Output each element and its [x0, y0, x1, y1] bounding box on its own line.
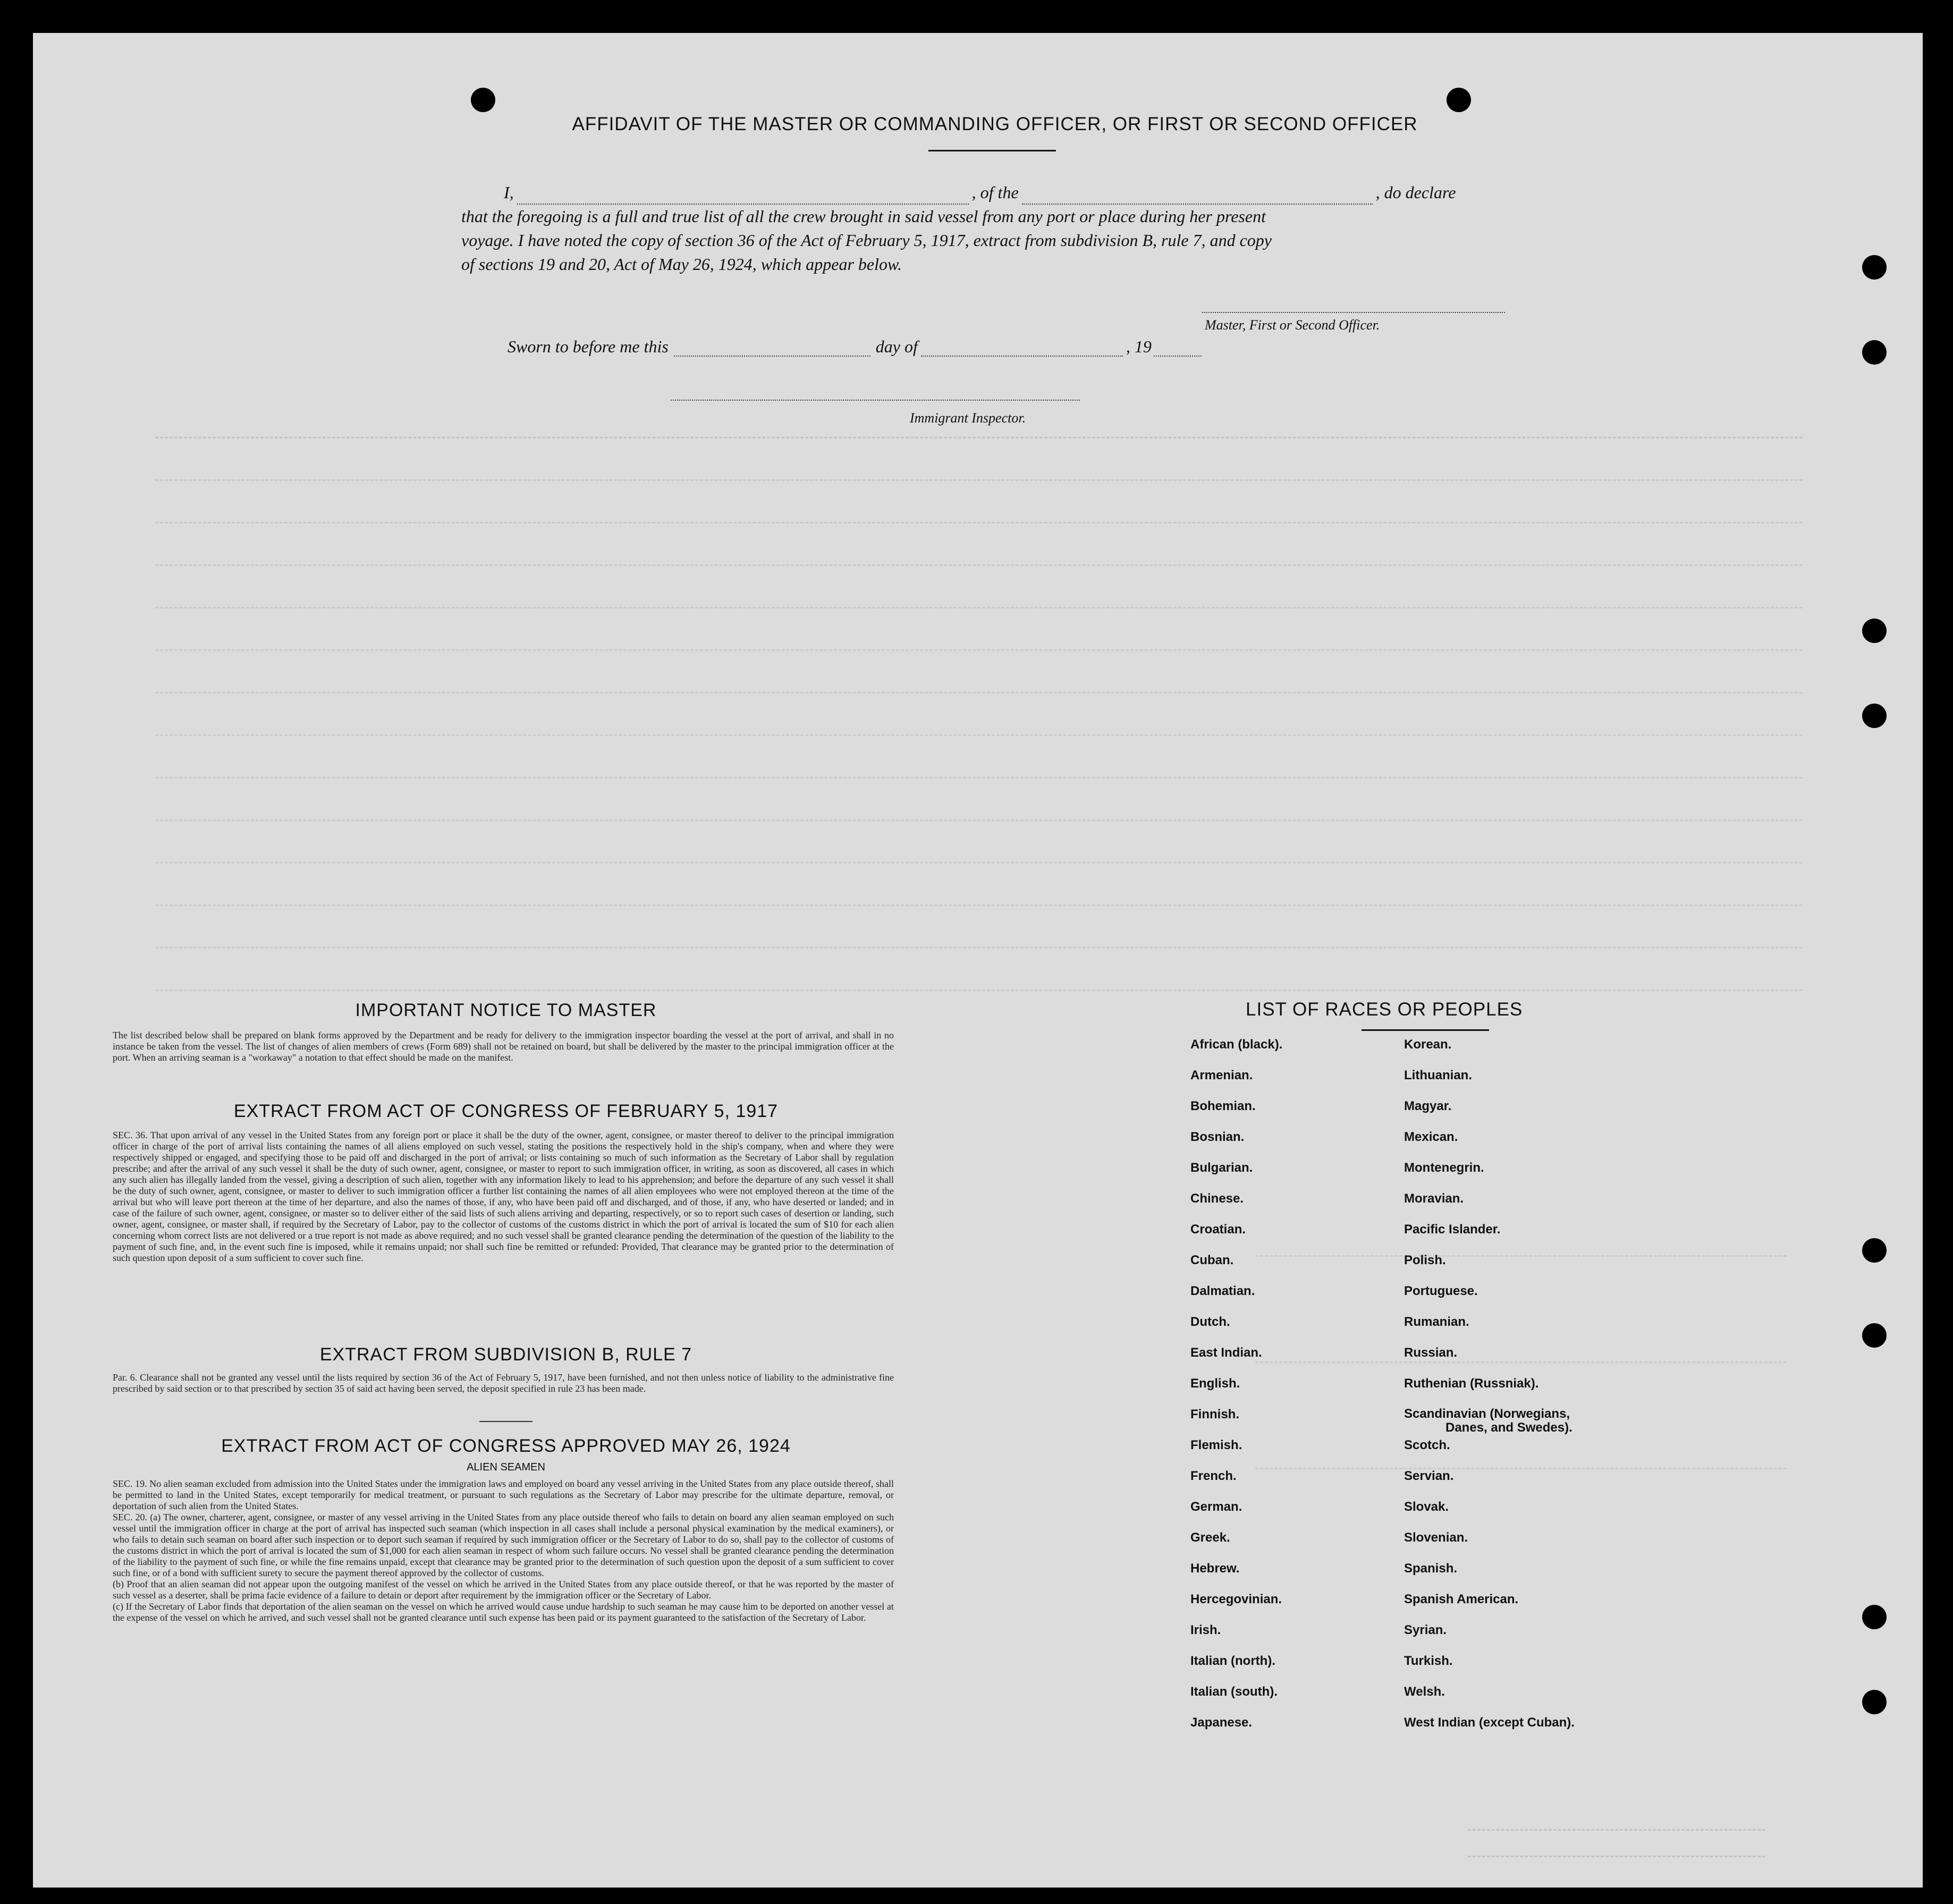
declarant-label: I, [504, 183, 514, 202]
race-item: Irish. [1190, 1623, 1221, 1637]
race-item: Dutch. [1190, 1315, 1230, 1329]
race-item: Lithuanian. [1404, 1068, 1472, 1082]
affidavit-rule [928, 150, 1056, 151]
race-item: Moravian. [1404, 1191, 1464, 1206]
race-item: Portuguese. [1404, 1284, 1478, 1298]
race-item: Italian (north). [1190, 1654, 1275, 1668]
race-item: Dalmatian. [1190, 1284, 1255, 1298]
affidavit-line-3: voyage. I have noted the copy of section 36 of the Act of February 5, 1917, extract from subdivision B, rule 7, and copy [461, 231, 1272, 250]
sworn-label: Sworn to before me this [508, 337, 669, 356]
punch-hole-right-7 [1862, 1605, 1887, 1629]
race-item: Chinese. [1190, 1191, 1244, 1206]
race-item: Ruthenian (Russniak). [1404, 1376, 1539, 1391]
master-signature-line[interactable] [1202, 312, 1505, 313]
race-item-continuation: Danes, and Swedes). [1445, 1420, 1572, 1435]
race-item: Armenian. [1190, 1068, 1253, 1082]
rule-7-divider [479, 1421, 532, 1422]
sworn-line [508, 337, 1202, 357]
race-item: Turkish. [1404, 1654, 1453, 1668]
race-item: Mexican. [1404, 1130, 1458, 1144]
race-item: Servian. [1404, 1469, 1454, 1483]
extract-1917-body: SEC. 36. That upon arrival of any vessel in the United States from any foreign port or place it shall be the duty of the owner, agent, consignee, or master thereof to deliver to the principal immigration officer in charge of the port of arrival lists containing the names of all aliens employed on such vessel, stating the positions the respectively hold in the ship's company, when and where they were respectively shipped or engaged, and specifying those to be paid off and discharged in the port of arrival; or lists containing so much of such information as the Secretary of Labor shall by regulation prescribe; and after the arrival of any such vessel it shall be the duty of such owner, agent, consignee, or master to report to such immigration officer, in writing, as soon as discovered, all cases in which any such alien has illegally landed from the vessel, giving a description of such alien, together with any information likely to lead to his apprehension; and before the departure of any such vessel it shall be the duty of such owner, agent, consignee, or master to deliver to such immigration officer a further list containing the names of all alien employees who were not employed thereon at the time of the arrival but who will leave port thereon at the time of her departure, and also the names of those, if any, who have been paid off and discharged, and of those, if any, who have deserted or landed; and in case of the failure of such owner, agent, consignee, or master so to deliver either of the said lists of such aliens arriving and departing, respectively, or so to report such cases of desertion or landing, such owner, agent, consignee, or master shall, if required by the Secretary of Labor, pay to the collector of customs of the customs district in which the port of arrival is located the sum of $10 for each alien concerning whom correct lists are not delivered or a true report is not made as above required; and no such vessel shall be granted clearance pending the determination of the question of the liability to the payment of such fine, and, in the event such fine is imposed, while it remains unpaid; nor shall such fine be remitted or refunded: Provided, That clearance may be granted prior to the determination of such question upon deposit of a sum sufficient to cover such fine. [113, 1130, 894, 1263]
inspector-signature-line[interactable] [671, 400, 1080, 401]
race-item: Bohemian. [1190, 1099, 1256, 1113]
race-item [1404, 1407, 1575, 1438]
race-item: Cuban. [1190, 1253, 1234, 1267]
race-item: Polish. [1404, 1253, 1446, 1267]
affidavit-title: AFFIDAVIT OF THE MASTER OR COMMANDING OFFICER, OR FIRST OR SECOND OFFICER [572, 114, 1418, 134]
inspector-caption: Immigrant Inspector. [910, 410, 1026, 426]
punch-hole-top-left [471, 88, 495, 112]
section-20a: SEC. 20. (a) The owner, charterer, agent, consignee, or master of any vessel arriving in the United States from any place outside thereof who fails to detain on board any alien seaman employed on such vessel until the immigration officer in charge at the port of arrival has inspected such seaman (which inspection in all cases shall include a personal physical examination by the medical examiners), or who fails to detain such seaman on board after such inspection or to deport such seaman if required by such immigration officer or the Secretary of Labor to do so, shall pay to the collector of customs of the customs district in which the port of arrival is located the sum of $1,000 for each alien seaman in respect of whom such failure occurs. No vessel shall be granted clearance pending the determination of the liability to the payment of such fine, or while the fine remains unpaid, except that clearance may be granted prior to the determination of such question upon the deposit of a sum sufficient to cover such fine, or of a bond with sufficient surety to secure the payment thereof approved by the collector of customs. [113, 1512, 894, 1578]
race-item: Croatian. [1190, 1222, 1246, 1237]
extract-1917-title: EXTRACT FROM ACT OF CONGRESS OF FEBRUARY 5, 1917 [233, 1101, 779, 1121]
vessel-label: , of the [971, 183, 1019, 202]
rule-7-body: Par. 6. Clearance shall not be granted any vessel until the lists required by section 36 of the Act of February 5, 1917, have been furnished, and not then unless notice of liability to the administrative fine prescribed by said section or to that prescribed by section 35 of said act having been served, the deposit specified in rule 23 has been made. [113, 1372, 894, 1394]
race-item: Welsh. [1404, 1685, 1445, 1699]
affidavit-line-2: that the foregoing is a full and true list of all the crew brought in said vessel from any port or place during her present [461, 207, 1266, 226]
race-item: Korean. [1404, 1037, 1452, 1052]
race-item: Greek. [1190, 1530, 1230, 1545]
race-item: East Indian. [1190, 1346, 1262, 1360]
race-item: Japanese. [1190, 1715, 1253, 1730]
race-item: French. [1190, 1469, 1237, 1483]
punch-hole-right-2 [1862, 340, 1887, 365]
section-19: SEC. 19. No alien seaman excluded from admission into the United States under the immigration laws and employed on board any vessel arriving in the United States from any place outside thereof, shall be permitted to land in the United States, except temporarily for medical treatment, or pursuant to such regulations as the Secretary of Labor may prescribe for the ultimate departure, removal, or deportation of such alien from the United States. [113, 1478, 894, 1511]
race-item: Syrian. [1404, 1623, 1447, 1637]
race-item: Russian. [1404, 1346, 1458, 1360]
section-20c: (c) If the Secretary of Labor finds that deportation of the alien seaman on the vessel on which he arrived would cause undue hardship to such seaman he may cause him to be deported on another vessel at the expense of the vessel on which he arrived, and such vessel shall not be granted clearance until such expense has been paid or its payment guaranteed to the satisfaction of the Secretary of Labor. [113, 1601, 894, 1623]
races-title-rule [1362, 1029, 1489, 1031]
punch-hole-right-5 [1862, 1238, 1887, 1263]
race-item: Pacific Islander. [1404, 1222, 1501, 1237]
race-item: Slovenian. [1404, 1530, 1468, 1545]
race-item: Hercegovinian. [1190, 1592, 1282, 1606]
rule-7-title: EXTRACT FROM SUBDIVISION B, RULE 7 [319, 1344, 692, 1365]
section-20b: (b) Proof that an alien seaman did not appear upon the outgoing manifest of the vessel on which he arrived in the United States from any place outside thereof, or that he was reported by the master of such vessel as a deserter, shall be prima facie evidence of a failure to detain or deport after requirement by the immigration officer or the Secretary of Labor. [113, 1579, 894, 1601]
punch-hole-right-8 [1862, 1690, 1887, 1714]
extract-1924-subtitle: ALIEN SEAMEN [467, 1461, 545, 1473]
race-item: Bulgarian. [1190, 1161, 1253, 1175]
race-item: Hebrew. [1190, 1561, 1240, 1576]
race-item: Slovak. [1404, 1500, 1449, 1514]
race-item: West Indian (except Cuban). [1404, 1715, 1575, 1730]
notice-body: The list described below shall be prepared on blank forms approved by the Department and be ready for delivery to the immigration inspector boarding the vessel at the port of arrival, and shall in no instance be taken from the vessel. The list of changes of alien members of crews (Form 689) shall not be retained on board, but shall be delivered by the master to the principal immigration officer at the port. When an arriving seaman is a "workaway" a notation to that effect should be made on the manifest. [113, 1030, 894, 1063]
master-signature-caption: Master, First or Second Officer. [1205, 317, 1380, 333]
extract-1924-body [113, 1478, 894, 1623]
declare-label: , do declare [1375, 183, 1456, 202]
race-item: Bosnian. [1190, 1130, 1245, 1144]
race-item: English. [1190, 1376, 1240, 1391]
race-item-text: Scandinavian (Norwegians, [1404, 1407, 1570, 1421]
affidavit-declaration [461, 181, 1540, 276]
race-item: Montenegrin. [1404, 1161, 1484, 1175]
sworn-month-field[interactable] [921, 356, 1123, 357]
extract-1924-title: EXTRACT FROM ACT OF CONGRESS APPROVED MAY 26, 1924 [221, 1436, 791, 1456]
races-title: LIST OF RACES OR PEOPLES [1246, 999, 1523, 1020]
race-item: Magyar. [1404, 1099, 1452, 1113]
race-item: Finnish. [1190, 1407, 1239, 1421]
document-page [33, 33, 1923, 1888]
race-item: Flemish. [1190, 1438, 1242, 1452]
race-item: German. [1190, 1500, 1242, 1514]
races-left-column [1190, 1037, 1282, 1746]
punch-hole-right-1 [1862, 255, 1887, 280]
day-of-label: day of [875, 337, 918, 356]
year-label: , 19 [1126, 337, 1152, 356]
punch-hole-right-3 [1862, 619, 1887, 643]
notice-title: IMPORTANT NOTICE TO MASTER [355, 1000, 657, 1020]
punch-hole-top-right [1447, 88, 1471, 112]
punch-hole-right-4 [1862, 704, 1887, 728]
punch-hole-right-6 [1862, 1323, 1887, 1348]
race-item: Spanish American. [1404, 1592, 1519, 1606]
affidavit-line-4: of sections 19 and 20, Act of May 26, 1924, which appear below. [461, 255, 902, 274]
race-item: Rumanian. [1404, 1315, 1469, 1329]
sworn-year-field[interactable] [1154, 356, 1202, 357]
race-item: Spanish. [1404, 1561, 1458, 1576]
race-item: Italian (south). [1190, 1685, 1278, 1699]
race-item: African (black). [1190, 1037, 1283, 1052]
sworn-day-field[interactable] [674, 356, 870, 357]
race-item: Scotch. [1404, 1438, 1450, 1452]
races-right-column [1404, 1037, 1575, 1746]
